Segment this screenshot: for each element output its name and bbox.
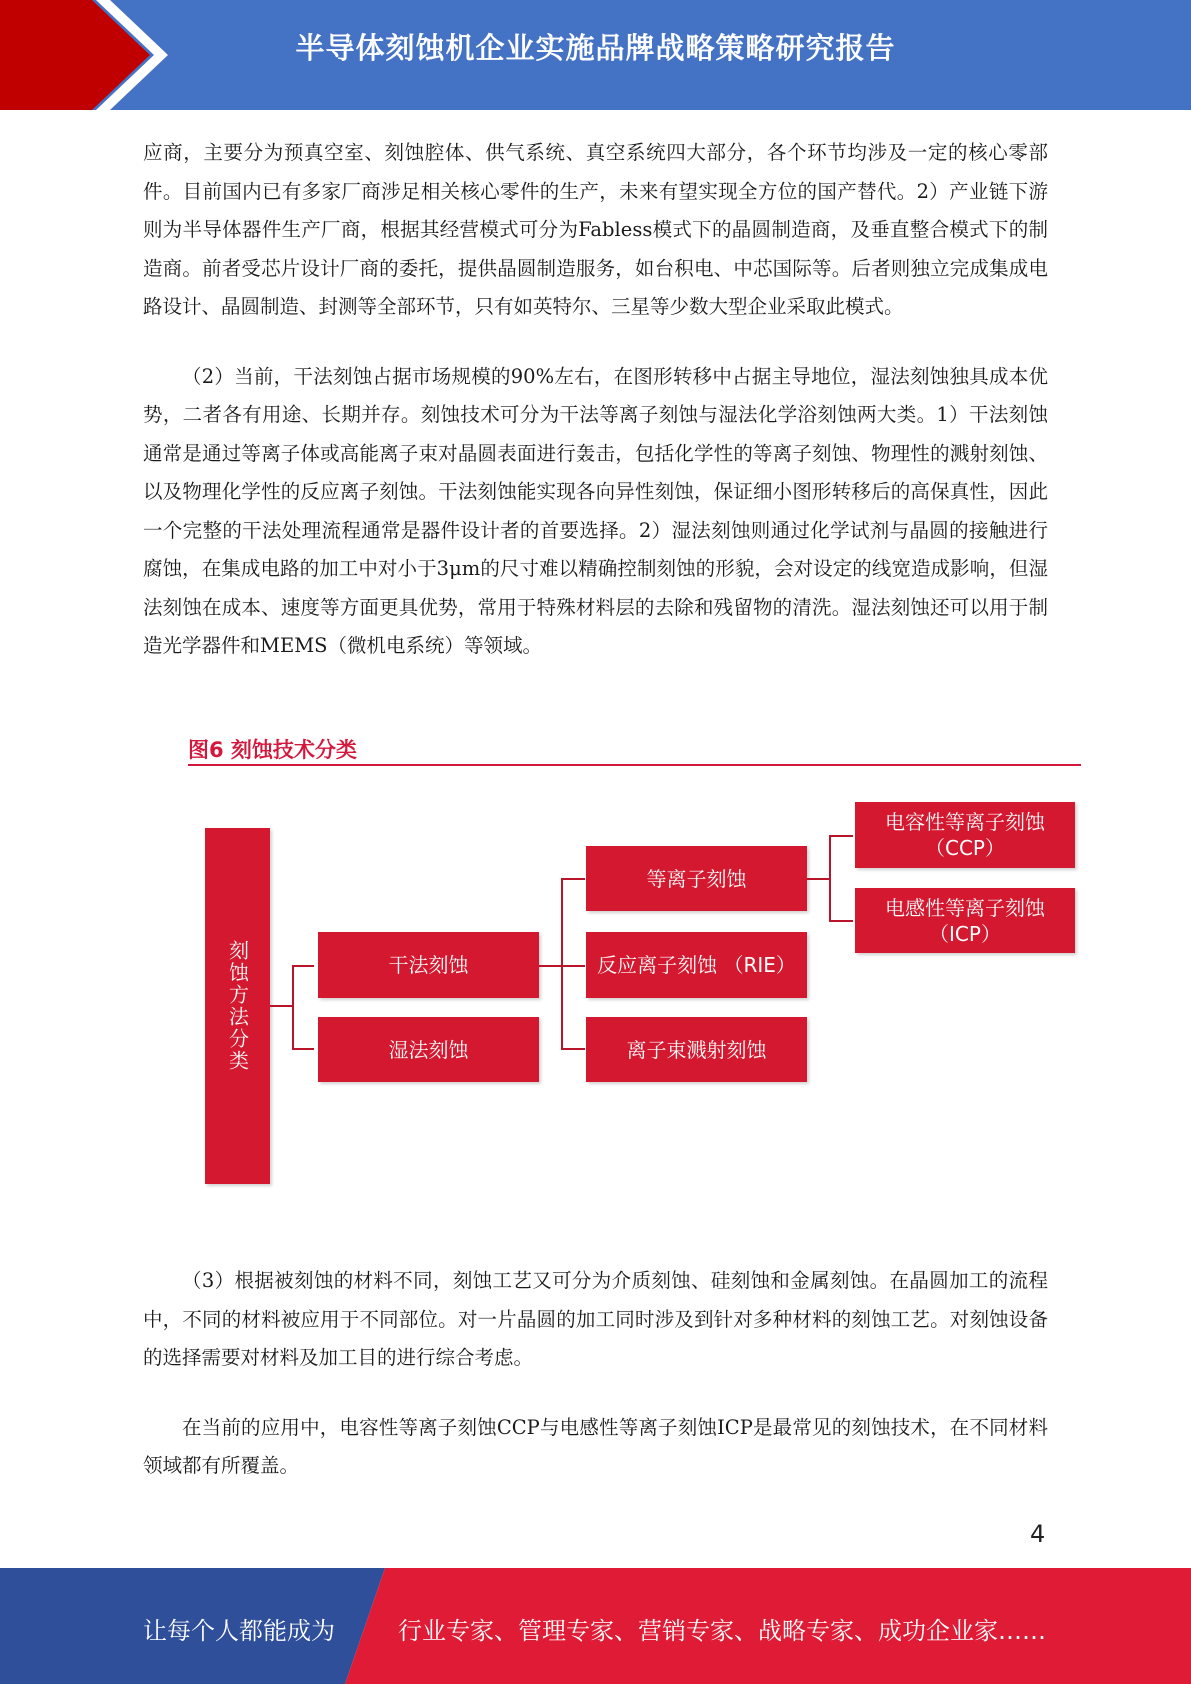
page-footer — [0, 1568, 1191, 1684]
box-plasma-etching-label: 等离子刻蚀 — [646, 866, 747, 891]
box-ccp-line1: 电容性等离子刻蚀 — [885, 810, 1045, 834]
connector — [561, 1048, 585, 1050]
box-wet-etching — [318, 1017, 539, 1082]
connector — [829, 920, 853, 922]
main-content — [143, 134, 1048, 666]
box-icp-line2: （ICP） — [929, 921, 1001, 946]
box-ccp-label — [885, 809, 1045, 861]
box-icp — [855, 888, 1075, 953]
box-etching-methods-label: 刻蚀方法分类 — [225, 940, 250, 1072]
box-ion-beam-sputtering — [586, 1017, 807, 1082]
connector — [561, 878, 585, 880]
connector — [807, 878, 829, 880]
paragraph-4: 在当前的应用中，电容性等离子刻蚀CCP与电感性等离子刻蚀ICP是最常见的刻蚀技术，在不同材料领域都有所覆盖。 — [143, 1415, 1048, 1477]
box-icp-line1: 电感性等离子刻蚀 — [885, 895, 1045, 920]
connector — [829, 835, 831, 921]
paragraph-2: （2）当前，干法刻蚀占据市场规模的90%左右，在图形转移中占据主导地位，湿法刻蚀独具成本优势，二者各有用途、长期并存。刻蚀技术可分为干法等离子刻蚀与湿法化学浴刻蚀两大类。1）干法刻蚀通常是通过等离子体或高能离子束对晶圆表面进行轰击，包括化学性的等离子刻蚀、物理性的溅射刻蚀、以及物理化学性的反应离子刻蚀。干法刻蚀能实现各向异性刻蚀，保证细小图形转移后的高保真性，因此一个完整的干法处理流程通常是器件设计者的首要选择。2）湿法刻蚀则通过化学试剂与晶圆的接触进行腐蚀，在集成电路的加工中对小于3μm的尺寸难以精确控制刻蚀的形貌，会对设定的线宽造成影响，但湿法刻蚀在成本、速度等方面更具优势，常用于特殊材料层的去除和残留物的清洗。湿法刻蚀还可以用于制造光学器件和MEMS（微机电系统）等领域。 — [143, 364, 1048, 657]
paragraph-1: 应商，主要分为预真空室、刻蚀腔体、供气系统、真空系统四大部分，各个环节均涉及一定的核心零部件。目前国内已有多家厂商涉足相关核心零件的生产，未来有望实现全方位的国产替代。2）产业链下游则为半导体器件生产厂商，根据其经营模式可分为Fabless模式下的晶圆制造商，及垂直整合模式下的制造商。前者受芯片设计厂商的委托，提供晶圆制造服务，如台积电、中芯国际等。后者则独立完成集成电路设计、晶圆制造、封测等全部环节，只有如英特尔、三星等少数大型企业采取此模式。 — [143, 141, 1048, 318]
paragraph-3: （3）根据被刻蚀的材料不同，刻蚀工艺又可分为介质刻蚀、硅刻蚀和金属刻蚀。在晶圆加工的流程中，不同的材料被应用于不同部位。对一片晶圆的加工同时涉及到针对多种材料的刻蚀工艺。对刻蚀设备的选择需要对材料及加工目的进行综合考虑。 — [143, 1269, 1048, 1369]
box-dry-etching — [318, 932, 539, 998]
box-etching-methods — [205, 828, 270, 1184]
connector — [292, 965, 294, 1049]
figure-title-rule — [188, 764, 1081, 766]
footer-slogan-left: 让每个人都能成为 — [143, 1617, 335, 1645]
footer-slogan-right: 行业专家、管理专家、营销专家、战略专家、成功企业家…… — [398, 1617, 1046, 1645]
box-plasma-etching — [586, 846, 807, 911]
connector — [270, 1005, 292, 1007]
connector — [561, 965, 585, 967]
page-header — [0, 0, 1191, 110]
box-rie-label: 反应离子刻蚀 （RIE） — [597, 953, 796, 977]
box-ccp — [855, 802, 1075, 868]
connector — [539, 965, 561, 967]
header-title: 半导体刻蚀机企业实施品牌战略策略研究报告 — [295, 31, 896, 65]
box-dry-etching-label: 干法刻蚀 — [388, 953, 469, 977]
box-rie — [586, 932, 807, 998]
connector — [292, 965, 314, 967]
page-number: 4 — [1030, 1520, 1046, 1548]
box-ccp-line2: （CCP） — [925, 836, 1005, 860]
figure-title: 图6 刻蚀技术分类 — [188, 738, 357, 762]
box-wet-etching-label: 湿法刻蚀 — [388, 1037, 469, 1062]
box-ion-beam-sputtering-label: 离子束溅射刻蚀 — [626, 1037, 767, 1062]
connector — [829, 835, 853, 837]
box-icp-label — [885, 895, 1045, 947]
connector — [292, 1048, 314, 1050]
main-content-continued — [143, 1262, 1048, 1486]
figure-etching-classification — [186, 726, 1081, 1216]
connector — [561, 878, 563, 1050]
